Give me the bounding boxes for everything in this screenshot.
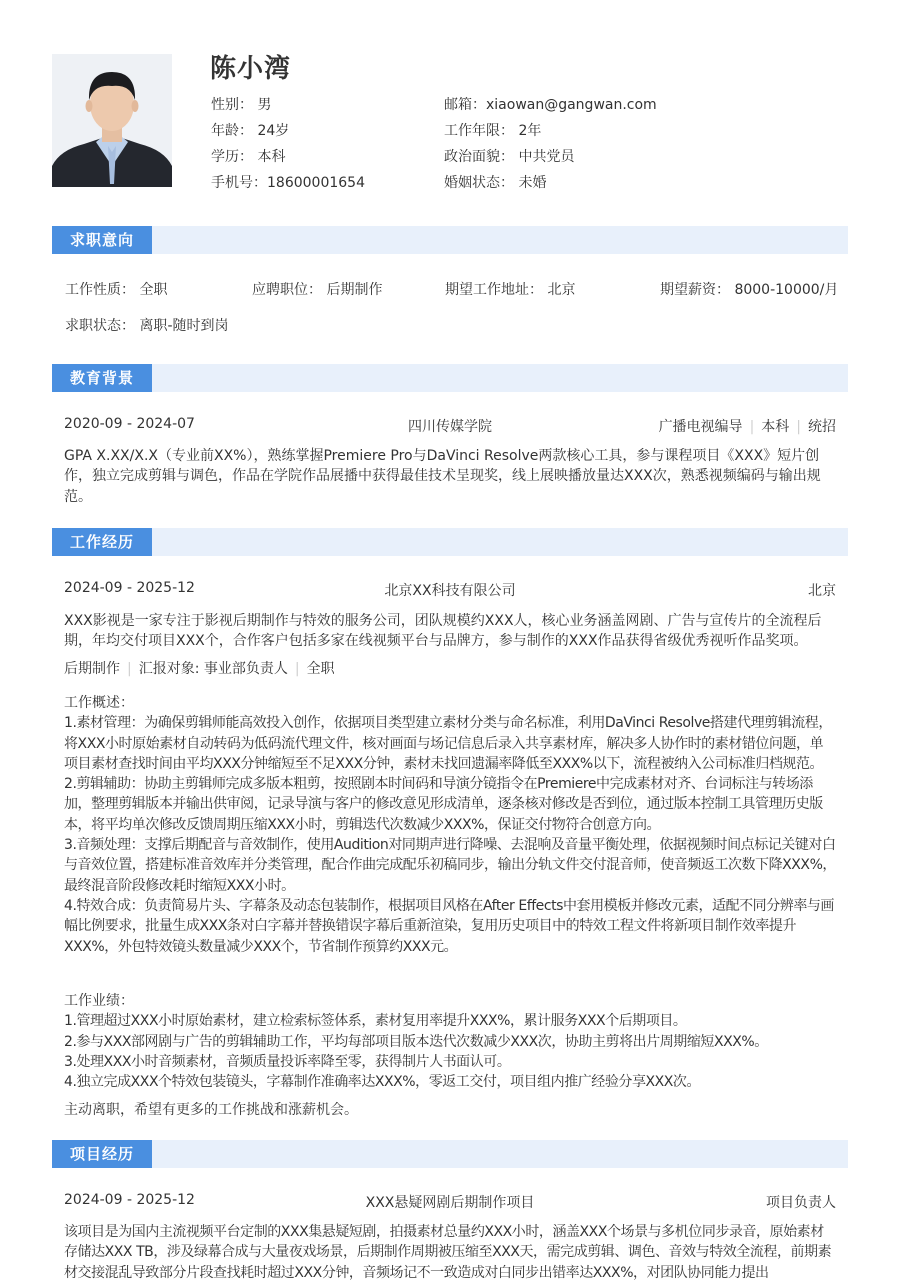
education-description: GPA X.XX/X.X（专业前XX%），熟练掌握Premiere Pro与DaVinci Resolve两款核心工具，参与课程项目《XXX》短片创作，独立完成剪辑与调色，作品在学院作品展播中获得最佳技术呈现奖，线上展映播放量达XXX次，熟悉视频编码与输出规范。: [64, 448, 821, 505]
section-title: 工作经历: [52, 528, 152, 556]
company-intro: XXX影视是一家专注于影视后期制作与特效的服务公司，团队规模约XXX人，核心业务涵盖网剧、广告与宣传片的全流程后期，年均交付项目XXX个，合作客户包括多家在线视频平台与品牌方，参与制作的XXX作品获得省级优秀视听作品奖项。: [64, 613, 822, 650]
overview-item: 1.素材管理：为确保剪辑师能高效投入创作，依据项目类型建立素材分类与命名标准，利用DaVinci Resolve搭建代理剪辑流程，将XXX小时原始素材自动转码为低码流代理文件，核对画面与场记信息后录入共享素材库，解决多人协作时的素材错位问题，单项目素材查找时间由平均XXX分钟缩短至不足XXX分钟，素材未找回遗漏率降低至XXX%以下，流程被纳入公司标准归档规范。: [64, 715, 832, 772]
education-header-row: [64, 416, 836, 436]
job-nature-field: 工作性质： 全职: [65, 282, 168, 298]
political-status-field: 政治面貌： 中共党员: [444, 149, 575, 165]
section-education: [52, 364, 848, 392]
degree: 本科: [761, 419, 790, 435]
achievement-item: 2.参与XXX部网剧与广告的剪辑辅助工作，平均每部项目版本迭代次数减少XXX次，协助主剪将出片周期缩短XXX%。: [64, 1033, 768, 1050]
report-to: 汇报对象: 事业部负责人: [138, 661, 288, 677]
project-period: 2024-09 - 2025-12: [64, 1192, 195, 1208]
enrollment-type: 统招: [808, 419, 836, 435]
work-header-row: [64, 580, 836, 600]
company-name: 北京XX科技有限公司: [384, 583, 516, 599]
overview-item: 2.剪辑辅助：协助主剪辑师完成多版本粗剪，按照剧本时间码和导演分镜指令在Premiere中完成素材对齐、台词标注与转场添加，整理剪辑版本并输出供审阅，记录导演与客户的修改意见形成清单，逐条核对修改是否到位，通过版本控制工具管理历史版本，将平均单次修改反馈周期压缩XXX小时，剪辑迭代次数减少XXX%，保证交付物符合创意方向。: [64, 776, 823, 833]
expected-salary-field: 期望薪资： 8000-10000/月: [660, 282, 839, 298]
project-description: 该项目是为国内主流视频平台定制的XXX集悬疑短剧，拍摄素材总量约XXX小时，涵盖XXX个场景与多机位同步录音，原始素材存储达XXX TB，涉及绿幕合成与大量夜戏场景，后期制作周期被压缩至XXX天，需完成剪辑、调色、音效与特效全流程，前期素材交接混乱导致部分片段查找耗时超过XXX分钟，音频场记不一致造成对白同步出错率达XXX%，对团队协同能力提出: [64, 1224, 832, 1281]
age-field: 年龄： 24岁: [211, 123, 290, 139]
section-job-intent: [52, 226, 848, 254]
achievement-item: 3.处理XXX小时音频素材，音频质量投诉率降至零，获得制片人书面认可。: [64, 1053, 511, 1070]
overview-title: 工作概述：: [64, 695, 134, 711]
work-achievements: [64, 991, 836, 1092]
phone-field: 手机号：18600001654: [211, 175, 365, 191]
achievement-item: 1.管理超过XXX小时原始素材，建立检索标签体系，素材复用率提升XXX%，累计服务XXX个后期项目。: [64, 1013, 687, 1030]
project-role: 项目负责人: [766, 1195, 836, 1211]
project-header-row: [64, 1192, 836, 1212]
work-role: 后期制作: [64, 661, 120, 677]
section-project: [52, 1140, 848, 1168]
school-name: 四川传媒学院: [408, 419, 492, 435]
avatar: [52, 54, 172, 187]
achievements-title: 工作业绩：: [64, 993, 134, 1009]
section-title: 项目经历: [52, 1140, 152, 1168]
work-city: 北京: [808, 583, 836, 599]
candidate-name: 陈小湾: [210, 54, 292, 84]
gender-field: 性别： 男: [211, 97, 272, 113]
work-period: 2024-09 - 2025-12: [64, 580, 195, 596]
employment-type: 全职: [306, 661, 335, 677]
leave-reason: 主动离职，希望有更多的工作挑战和涨薪机会。: [64, 1102, 358, 1118]
section-title: 教育背景: [52, 364, 152, 392]
work-years-field: 工作年限： 2年: [444, 123, 542, 139]
major: 广播电视编导: [658, 419, 743, 435]
work-meta-row: 后期制作 | 汇报对象: 事业部负责人 | 全职: [64, 661, 335, 677]
achievement-item: 4.独立完成XXX个特效包装镜头，字幕制作准确率达XXX%，零返工交付，项目组内推广经验分享XXX次。: [64, 1074, 701, 1091]
section-work: [52, 528, 848, 556]
overview-item: 4.特效合成：负责简易片头、字幕条及动态包装制作，根据项目风格在After Effects中套用模板并修改元素，适配不同分辨率与画幅比例要求，批量生成XXX条对白字幕并替换错误字幕后重新渲染，复用历史项目中的特效工程文件将新项目制作效率提升XXX%，外包特效镜头数量减少XXX个，节省制作预算约XXX元。: [64, 897, 834, 955]
job-position-field: 应聘职位： 后期制作: [252, 282, 383, 298]
marital-status-field: 婚姻状态： 未婚: [444, 175, 547, 191]
overview-item: 3.音频处理：支撑后期配音与音效制作，使用Audition对同期声进行降噪、去混响及音量平衡处理，依据视频时间点标记关键对白与音效位置，搭建标准音效库并分类管理，配合作曲完成配乐初稿同步，输出分轨文件交付混音师，使音频返工次数下降XXX%，最终混音阶段修改耗时缩短XXX小时。: [64, 837, 836, 894]
work-overview: [64, 693, 836, 957]
education-level-field: 学历： 本科: [211, 149, 286, 165]
education-meta: 广播电视编导 | 本科 | 统招: [658, 419, 836, 435]
section-title: 求职意向: [52, 226, 152, 254]
job-location-field: 期望工作地址： 北京: [445, 282, 576, 298]
email-field: 邮箱：xiaowan@gangwan.com: [444, 97, 657, 113]
project-name: XXX悬疑网剧后期制作项目: [365, 1195, 535, 1211]
job-status-field: 求职状态： 离职-随时到岗: [65, 318, 229, 334]
portrait-image: [52, 54, 172, 187]
education-period: 2020-09 - 2024-07: [64, 416, 195, 432]
